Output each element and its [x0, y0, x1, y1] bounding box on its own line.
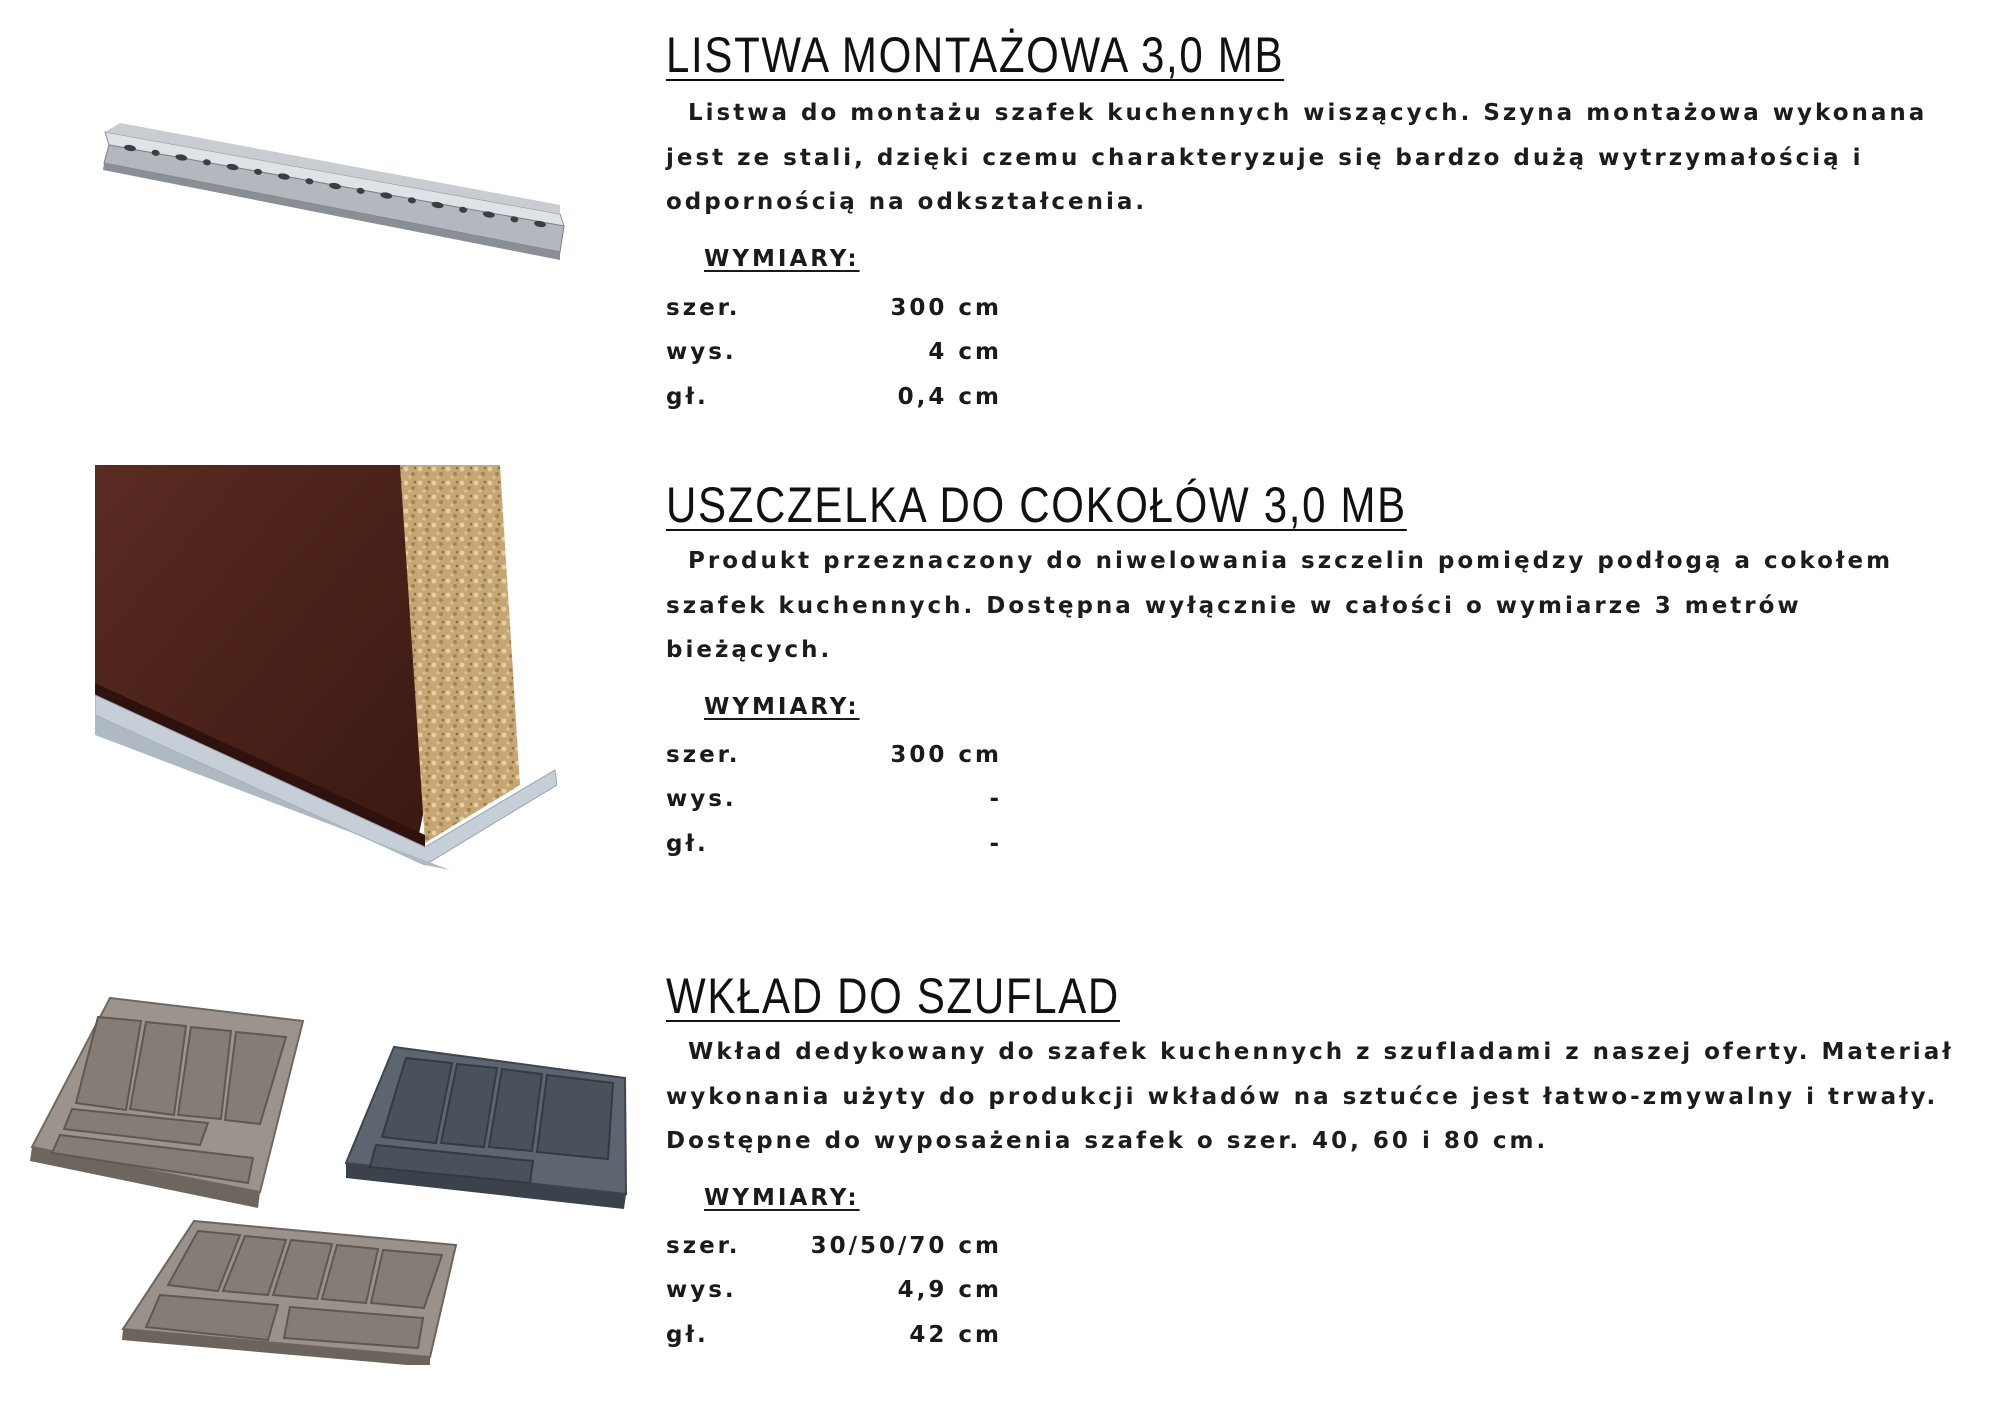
product-description: Produkt przeznaczony do niwelowania szczelin pomiędzy podłogą a cokołem szafek kuchennych. Dostępna wyłącznie w całości o wymiarze 3 metrów bieżących.	[666, 548, 1894, 664]
dimension-value: 300 cm	[890, 295, 1002, 321]
dimensions-label: WYMIARY:	[704, 1185, 860, 1211]
dimensions-label: WYMIARY:	[704, 694, 860, 720]
dimension-key: gł.	[666, 383, 709, 410]
product-description: Listwa do montażu szafek kuchennych wiszących. Szyna montażowa wykonana jest ze stali, dzięki czemu charakteryzuje się bardzo dużą wytrzymałością i odpornością na odkształcenia.	[666, 100, 1928, 216]
dimension-value: 0,4 cm	[897, 383, 1002, 410]
dimension-row-width	[666, 744, 1002, 788]
dimension-key: wys.	[666, 786, 737, 813]
product-title: LISTWA MONTAŻOWA 3,0 MB	[666, 27, 1285, 83]
dimension-value: -	[989, 786, 1002, 813]
dimension-key: szer.	[666, 742, 741, 768]
dimensions-table	[666, 297, 1002, 430]
cutlery-tray-slate	[346, 1047, 626, 1209]
mounting-rail-image	[90, 108, 570, 268]
dimension-key: wys.	[666, 339, 737, 366]
plinth-seal-image	[95, 465, 557, 875]
dimension-key: szer.	[666, 1233, 741, 1259]
cutlery-tray-images	[28, 995, 628, 1365]
dimension-row-width	[666, 1235, 1002, 1279]
product-description: Wkład dedykowany do szafek kuchennych z szufladami z naszej oferty. Materiał wykonania użyty do produkcji wkładów na sztućce jest łatwo-zmywalny i trwały. Dostępne do wyposażenia szafek o szer. 40, 60 i 80 cm.	[666, 1039, 1954, 1155]
dimension-row-height	[666, 1279, 1002, 1323]
cutlery-tray-taupe	[30, 998, 303, 1208]
dimension-value: 30/50/70 cm	[810, 1233, 1002, 1259]
dimension-value: 4,9 cm	[897, 1277, 1002, 1304]
dimension-value: 4 cm	[928, 339, 1002, 366]
dimension-row-width	[666, 297, 1002, 341]
product-title: USZCZELKA DO COKOŁÓW 3,0 MB	[666, 477, 1407, 533]
dimensions-table	[666, 1235, 1002, 1368]
dimension-value: 300 cm	[890, 742, 1002, 768]
dimension-key: gł.	[666, 1321, 709, 1348]
dimension-row-depth	[666, 830, 1002, 877]
dimensions-table	[666, 744, 1002, 877]
dimension-row-depth	[666, 1321, 1002, 1368]
dimension-key: gł.	[666, 830, 709, 857]
dimension-key: wys.	[666, 1277, 737, 1304]
dimension-value: -	[989, 830, 1002, 857]
product-title: WKŁAD DO SZUFLAD	[666, 968, 1120, 1024]
dimension-row-height	[666, 341, 1002, 385]
dimension-value: 42 cm	[909, 1321, 1002, 1348]
dimension-key: szer.	[666, 295, 741, 321]
dimension-row-depth	[666, 383, 1002, 430]
dimension-row-height	[666, 788, 1002, 832]
cutlery-tray-wide	[122, 1221, 456, 1365]
dimensions-label: WYMIARY:	[704, 246, 860, 272]
